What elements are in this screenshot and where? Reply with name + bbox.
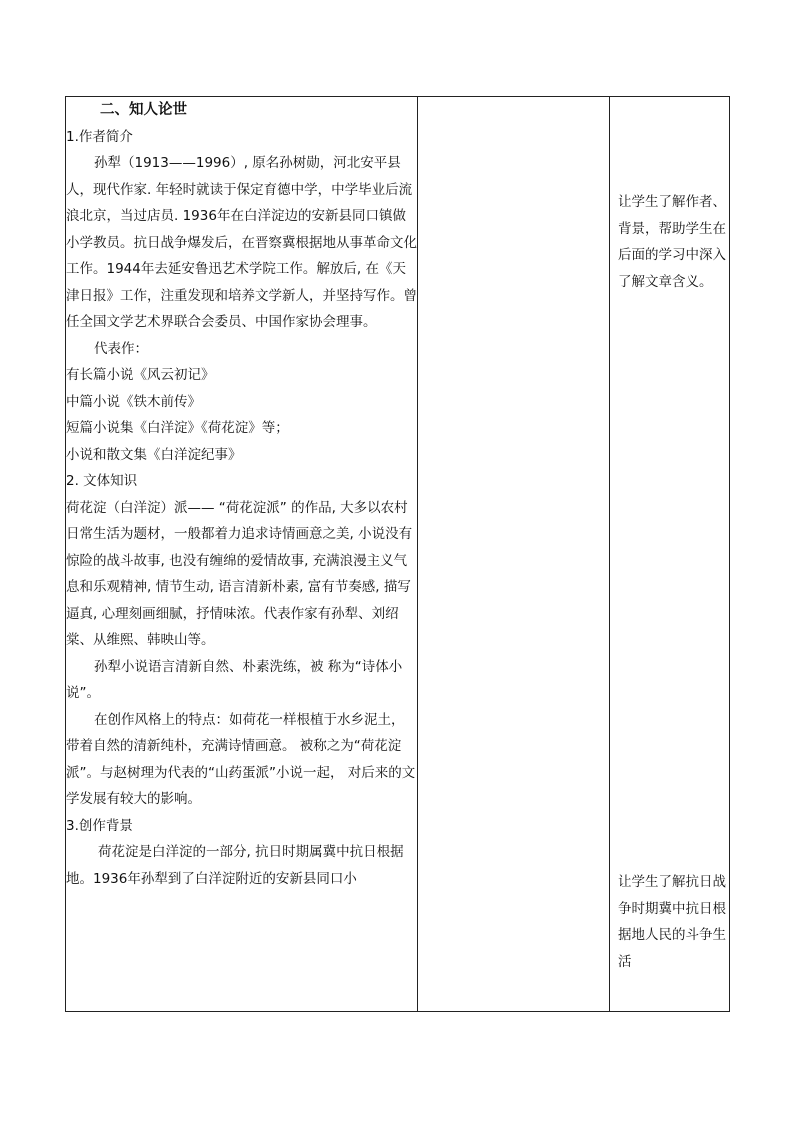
- lesson-plan-table: [65, 96, 730, 1012]
- creative-style-paragraph: 在创作风格上的特点：如荷花一样根植于水乡泥土，带着自然的清新纯朴，充满诗情画意。 被称之为“荷花淀派”。与赵树理为代表的“山药蛋派”小说一起， 对后来的文学发展有较大的影响。: [66, 711, 416, 807]
- work-item: 小说和散文集《白洋淀纪事》: [66, 446, 242, 463]
- background-title: 3.创作背景: [66, 817, 133, 834]
- genre-paragraph: 荷花淀（白洋淀）派—— “荷花淀派” 的作品, 大多以农村日常生活为题材，一般都着力追求诗情画意之美, 小说没有惊险的战斗故事, 也没有缠绵的爱情故事, 充满浪漫主义气息和乐观精神, 情节生动, 语言清新朴素, 富有节奏感, 描写逼真, 心理刻画细腻，抒情味浓。代表作家有孙犁、刘绍棠、从维熙、韩映山等。: [66, 499, 413, 648]
- work-item: 有长篇小说《风云初记》: [66, 367, 215, 383]
- representative-works-label: 代表作：: [94, 340, 148, 357]
- author-bio-paragraph: 孙犁（1913——1996）, 原名孙树勋，河北安平县人，现代作家. 年轻时就读于保定育德中学，中学毕业后流浪北京，当过店员. 1936年在白洋淀边的安新县同口镇做小学教员。抗日战争爆发后，在晋察冀根据地从事革命文化工作。1944年去延安鲁迅艺术学院工作。解放后, 在《天津日报》工作，注重发现和培养文学新人，并坚持写作。曾任全国文学艺术界联合会委员、中国作家协会理事。: [66, 155, 417, 330]
- design-note: 让学生了解作者、背景，帮助学生在后面的学习中深入了解文章含义。: [618, 194, 726, 290]
- design-note: 让学生了解抗日战争时期冀中抗日根据地人民的斗争生活: [618, 874, 726, 970]
- table-row: [66, 97, 730, 1012]
- genre-knowledge-title: 2. 文体知识: [66, 473, 138, 489]
- work-item: 中篇小说《铁木前传》: [66, 393, 201, 410]
- author-intro-title: 1.作者简介: [66, 128, 133, 145]
- section-heading: 二、知人论世: [100, 102, 187, 118]
- design-intent-cell: [610, 97, 730, 1012]
- language-style-paragraph: 孙犁小说语言清新自然、朴素洗练，被 称为“诗体小说”。: [66, 658, 403, 701]
- teaching-content-cell: [66, 97, 418, 1012]
- work-item: 短篇小说集《白洋淀》《荷花淀》等；: [66, 420, 289, 436]
- student-activity-cell: [418, 97, 610, 1012]
- background-paragraph: 荷花淀是白洋淀的一部分, 抗日时期属冀中抗日根据地。1936年孙犁到了白洋淀附近的安新县同口小: [66, 844, 404, 887]
